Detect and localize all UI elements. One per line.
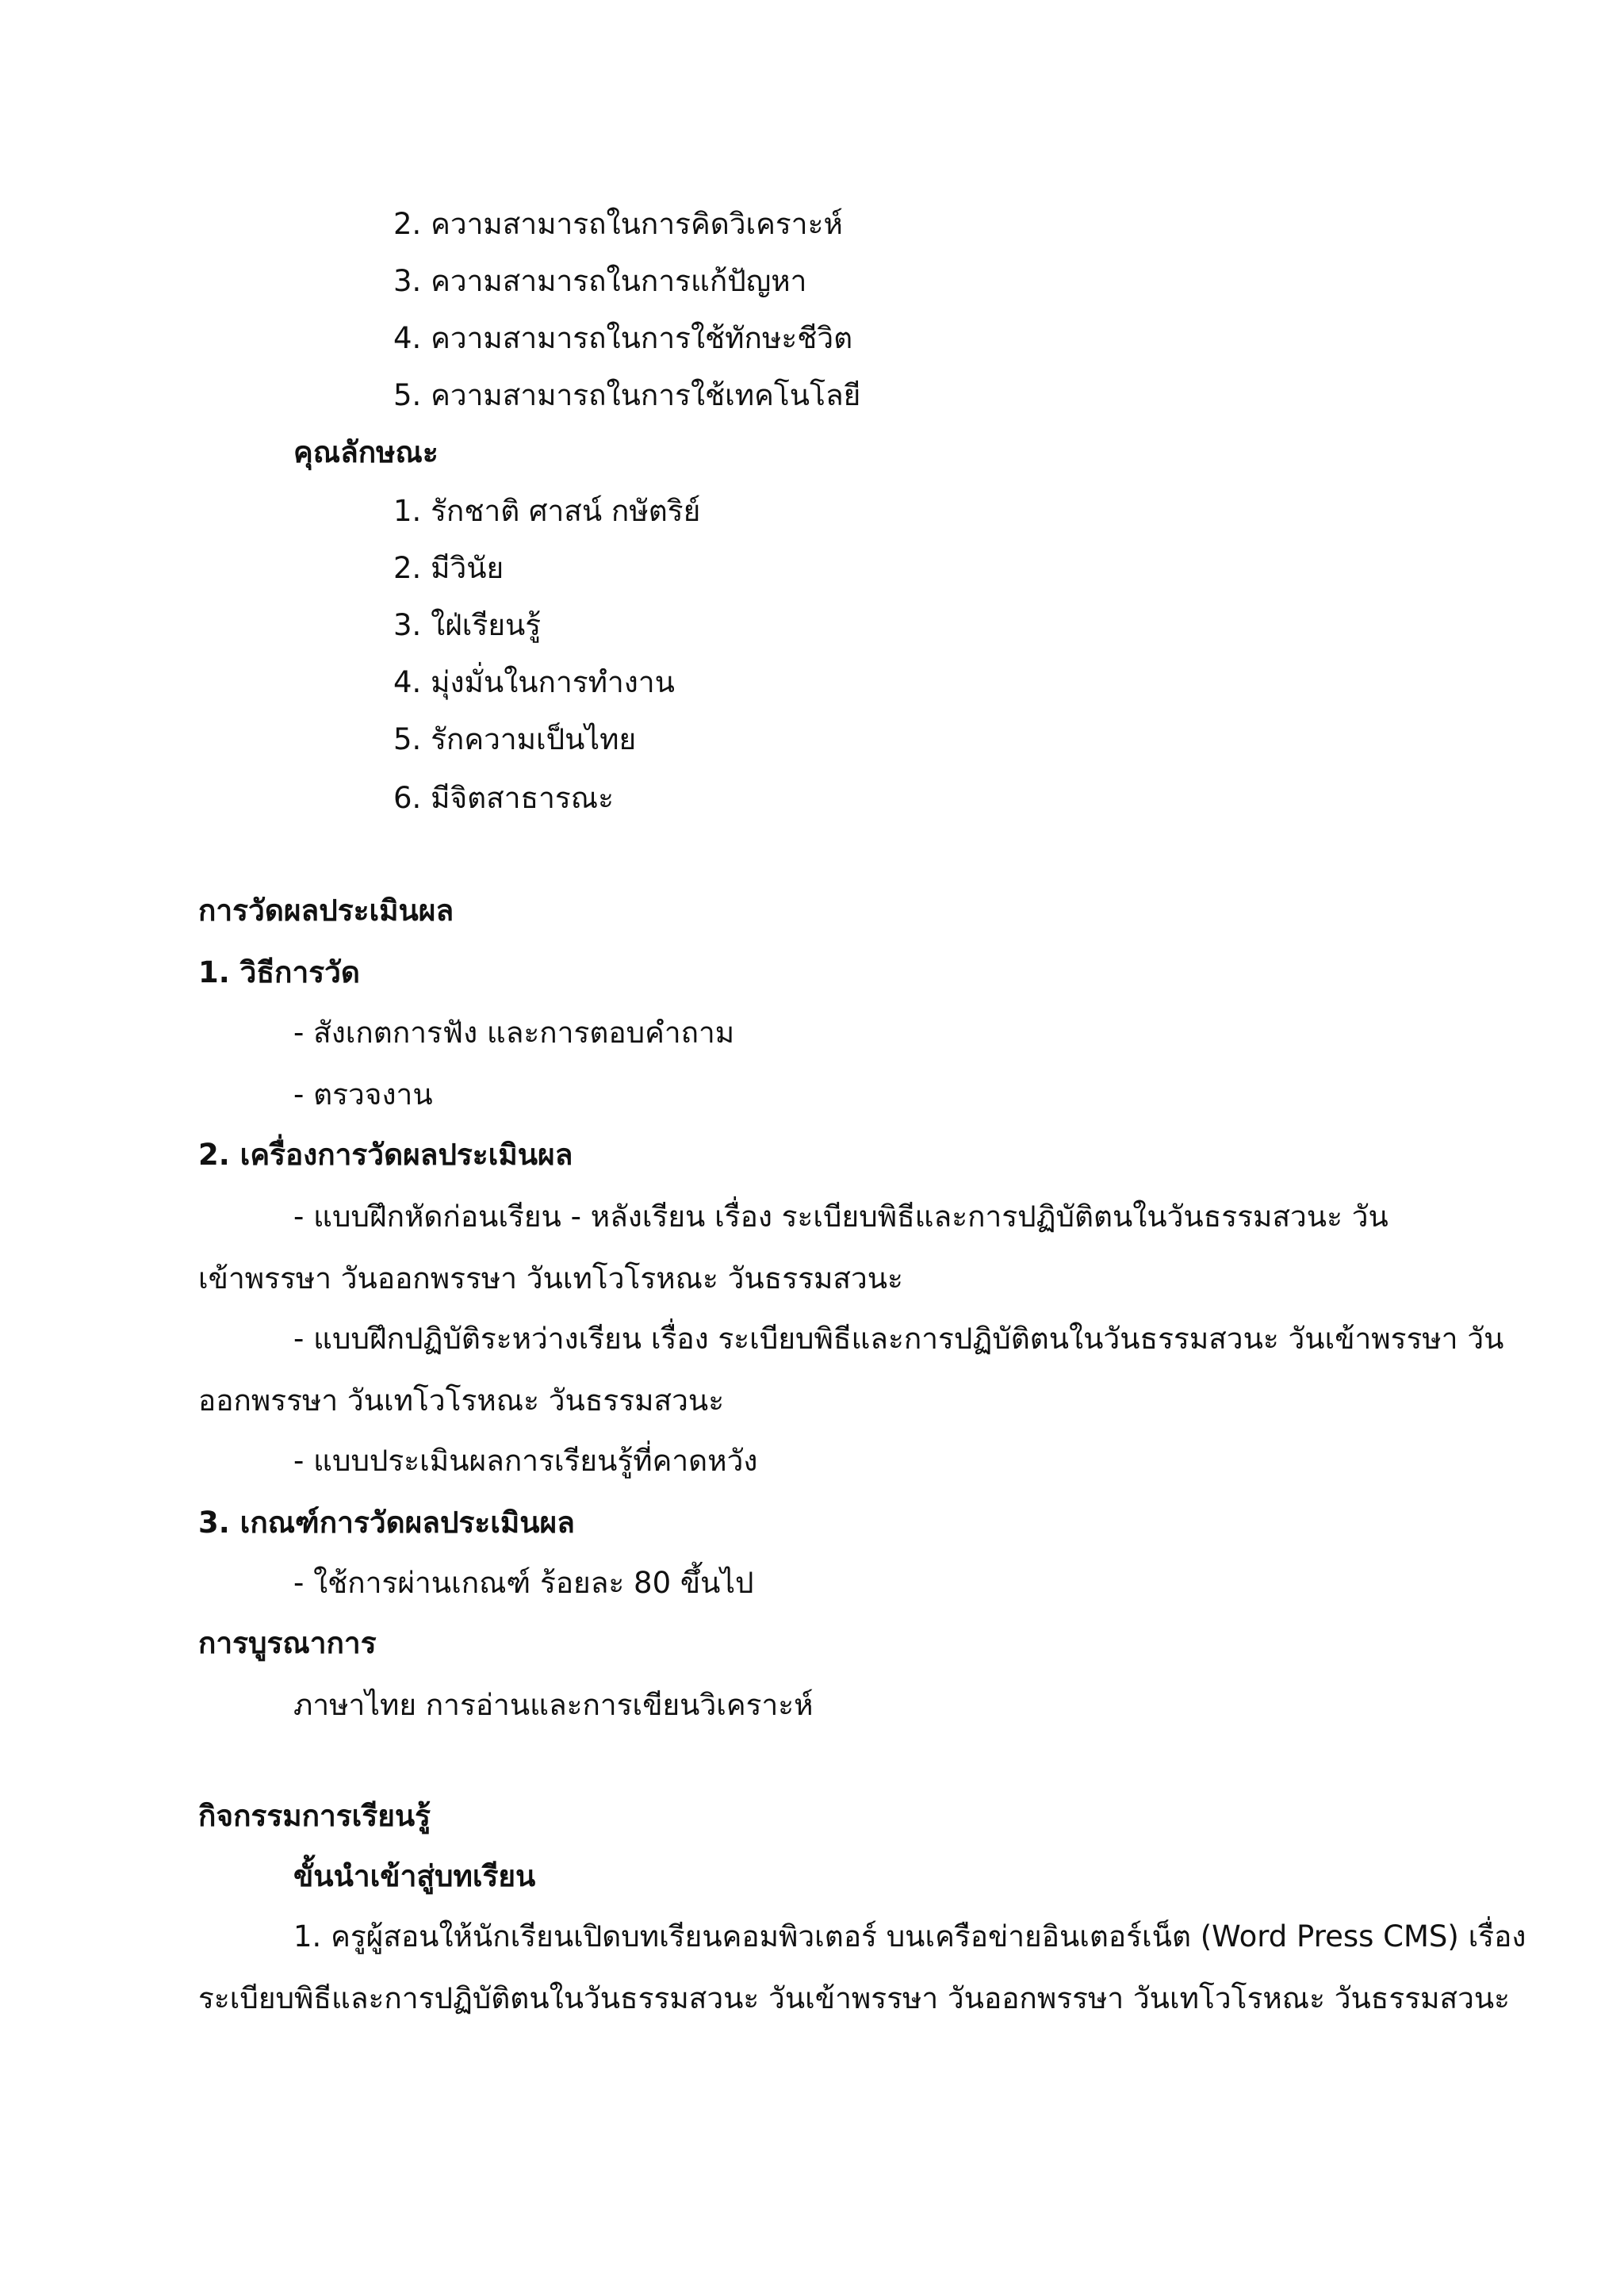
integration-text: ภาษาไทย การอ่านและการเขียนวิเคราะห์ [293, 1688, 814, 1722]
characteristic-item: 1. รักชาติ ศาสน์ กษัตริย์ [393, 494, 701, 528]
intro-step-1-line-1: 1. ครูผู้สอนให้นักเรียนเปิดบทเรียนคอมพิวเตอร์ บนเครือข่ายอินเตอร์เน็ต (Word Press CMS) เรื่อง [293, 1919, 1526, 1954]
skill-item-2: 2. ความสามารถในการคิดวิเคราะห์ [393, 207, 843, 241]
skill-item-5: 5. ความสามารถในการใช้เทคโนโลยี [393, 378, 861, 412]
tools-item-1-line-1: - แบบฝึกหัดก่อนเรียน - หลังเรียน เรื่อง ระเบียบพิธีและการปฏิบัติตนในวันธรรมสวนะ วัน [293, 1200, 1388, 1234]
criteria-heading: 3. เกณฑ์การวัดผลประเมินผล [198, 1506, 575, 1540]
method-item: - สังเกตการฟัง และการตอบคำถาม [293, 1016, 735, 1050]
tools-item-2-line-1: - แบบฝึกปฏิบัติระหว่างเรียน เรื่อง ระเบียบพิธีและการปฏิบัติตนในวันธรรมสวนะ วันเข้าพรรษา วัน [293, 1322, 1504, 1356]
characteristic-item: 6. มีจิตสาธารณะ [393, 781, 614, 815]
integration-heading: การบูรณาการ [198, 1626, 377, 1660]
tools-item-2-line-2: ออกพรรษา วันเทโวโรหณะ วันธรรมสวนะ [198, 1383, 725, 1418]
characteristic-item: 3. ใฝ่เรียนรู้ [393, 608, 542, 642]
method-heading: 1. วิธีการวัด [198, 955, 360, 989]
tools-heading: 2. เครื่องการวัดผลประเมินผล [198, 1138, 573, 1172]
characteristic-item: 5. รักความเป็นไทย [393, 722, 637, 756]
characteristic-item: 2. มีวินัย [393, 551, 504, 585]
intro-step-1-line-2: ระเบียบพิธีและการปฏิบัติตนในวันธรรมสวนะ วันเข้าพรรษา วันออกพรรษา วันเทโวโรหณะ วันธรรมสวนะ [198, 1981, 1511, 2015]
activities-heading: กิจกรรมการเรียนรู้ [198, 1799, 431, 1833]
method-item: - ตรวจงาน [293, 1077, 433, 1112]
skill-item-3: 3. ความสามารถในการแก้ปัญหา [393, 264, 807, 298]
skill-item-4: 4. ความสามารถในการใช้ทักษะชีวิต [393, 321, 853, 355]
intro-step-heading: ขั้นนำเข้าสู่บทเรียน [293, 1859, 536, 1893]
evaluation-heading: การวัดผลประเมินผล [198, 894, 454, 928]
characteristics-heading: คุณลักษณะ [293, 435, 439, 469]
tools-item-1-line-2: เข้าพรรษา วันออกพรรษา วันเทโวโรหณะ วันธรรมสวนะ [198, 1261, 903, 1295]
characteristic-item: 4. มุ่งมั่นในการทำงาน [393, 665, 675, 699]
criteria-item: - ใช้การผ่านเกณฑ์ ร้อยละ 80 ขึ้นไป [293, 1566, 754, 1600]
tools-item-3: - แบบประเมินผลการเรียนรู้ที่คาดหวัง [293, 1444, 758, 1478]
